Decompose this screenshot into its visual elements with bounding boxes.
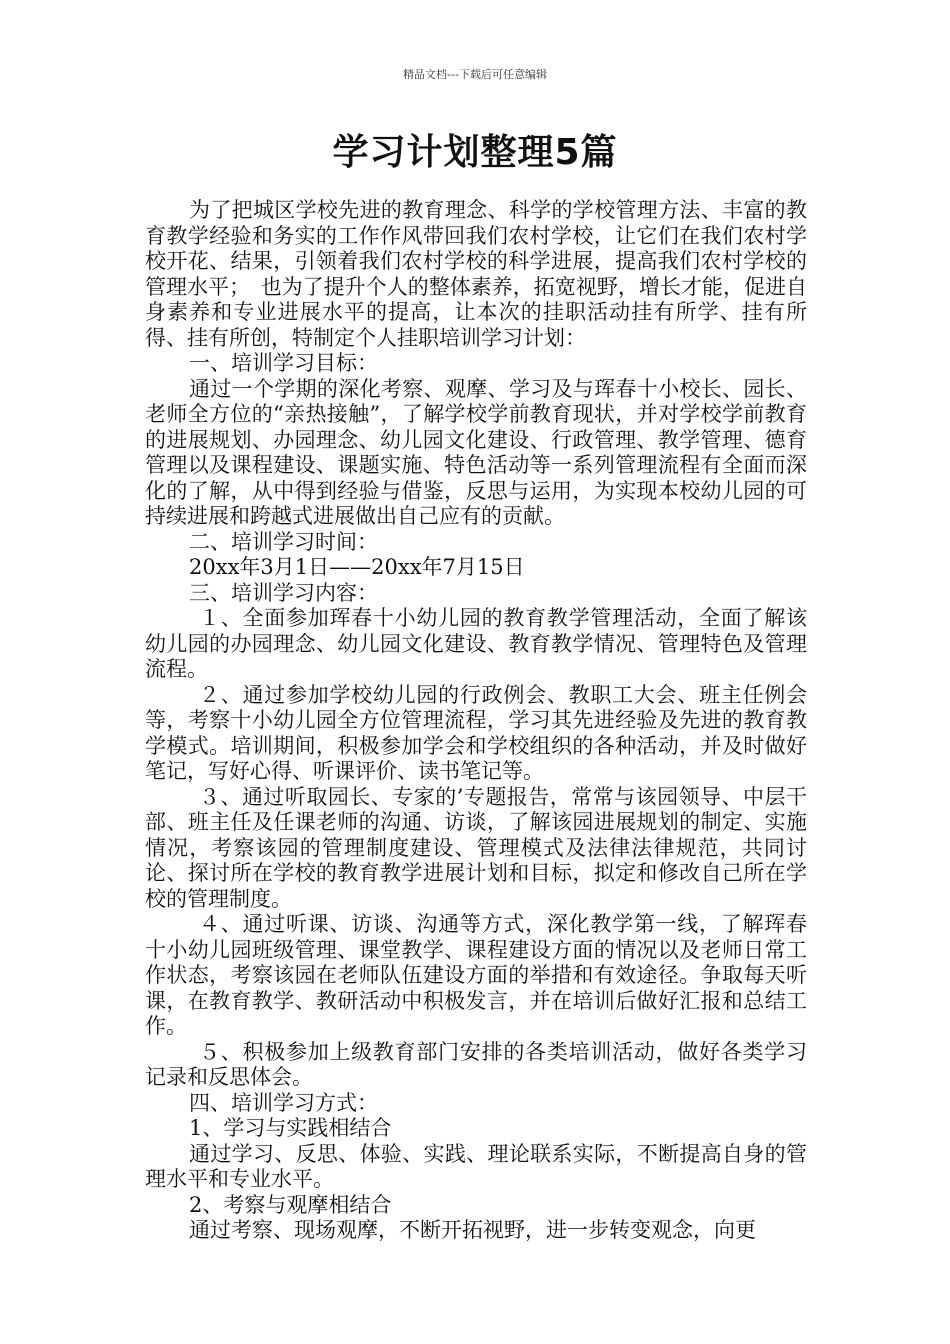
section-heading-content: 三、培训学习内容： <box>189 580 378 605</box>
document-title: 学习计划整理5篇 <box>332 132 618 173</box>
method-heading-2: 2、考察与观摩相结合 <box>189 1192 392 1217</box>
method-heading-1: 1、学习与实践相结合 <box>189 1116 392 1140</box>
intro-paragraph: 为了把城区学校先进的教育理念、科学的学校管理方法、丰富的教育教学经验和务实的工作作风带回我们农村学校，让它们在我们农村学校开花、结果，引领着我们农村学校的科学进展，提高我们农村学校的管理水平； 也为了提升个人的整体素养，拓宽视野，增长才能，促进自身素养和专业进展水平的提高，让本次的挂职活动挂有所学、挂有所得、挂有所创，特制定个人挂职培训学习计划： <box>145 198 807 350</box>
section-heading-time: 二、培训学习时间： <box>189 529 378 554</box>
section-heading-methods: 四、培训学习方式： <box>189 1090 378 1115</box>
content-item-5: ５、积极参加上级教育部门安排的各类培训活动，做好各类学习记录和反思体会。 <box>145 1039 807 1089</box>
content-item-2: ２、通过参加学校幼儿园的行政例会、教职工大会、班主任例会等，考察十小幼儿园全方位管理流程，学习其先进经验及先进的教育教学模式。培训期间，积极参加学会和学校组织的各种活动，并及时做好笔记，写好心得、听课评价、读书笔记等。 <box>145 682 807 783</box>
content-item-3: ３、通过听取园长、专家的’专题报告，常常与该园领导、中层干部、班主任及任课老师的沟通、访谈，了解该园进展规划的制定、实施情况，考察该园的管理制度建设、管理模式及法律法律规范，共同讨论、探讨所在学校的教育教学进展计划和目标，拟定和修改自己所在学校的管理制度。 <box>145 784 807 911</box>
method-paragraph-2: 通过考察、现场观摩，不断开拓视野，进一步转变观念，向更 <box>189 1218 756 1242</box>
method-paragraph-1: 通过学习、反思、体验、实践、理论联系实际，不断提高自身的管理水平和专业水平。 <box>145 1141 807 1191</box>
content-item-1: １、全面参加珲春十小幼儿园的教育教学管理活动，全面了解该幼儿园的办园理念、幼儿园文化建设、教育教学情况、管理特色及管理流程。 <box>145 606 807 681</box>
time-paragraph: 20xx年3月1日——20xx年7月15日 <box>189 555 525 579</box>
content-item-4: ４、通过听课、访谈、沟通等方式，深化教学第一线，了解珲春十小幼儿园班级管理、课堂教学、课程建设方面的情况以及老师日常工作状态，考察该园在老师队伍建设方面的举措和有效途径。争取每天听课，在教育教学、教研活动中积极发言，并在培训后做好汇报和总结工作。 <box>145 912 807 1038</box>
section-heading-goals: 一、培训学习目标： <box>189 351 378 375</box>
document-body <box>145 198 807 1244</box>
goals-paragraph: 通过一个学期的深化考察、观摩、学习及与珲春十小校长、园长、老师全方位的“亲热接触”，了解学校学前教育现状，并对学校学前教育的进展规划、办园理念、幼儿园文化建设、行政管理、教学管理、德育管理以及课程建设、课题实施、特色活动等一系列管理流程有全面而深化的了解，从中得到经验与借鉴，反思与运用，为实现本校幼儿园的可持续进展和跨越式进展做出自己应有的贡献。 <box>145 376 807 528</box>
header-note: 精品文档---下载后可任意编辑 <box>403 68 547 81</box>
